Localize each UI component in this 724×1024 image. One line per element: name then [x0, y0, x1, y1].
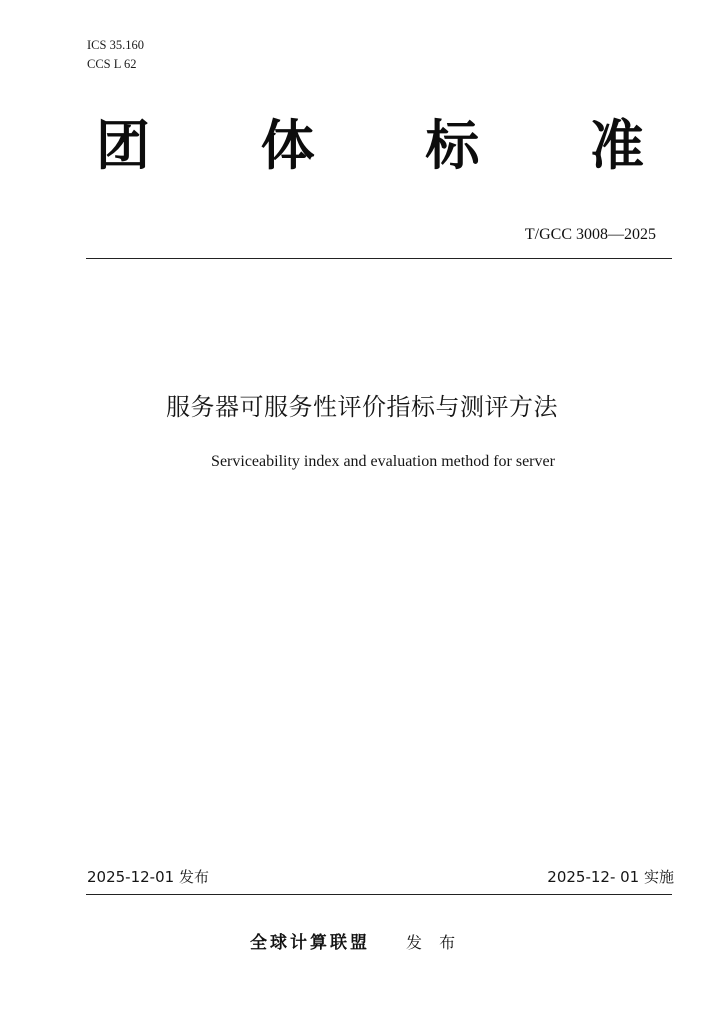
publish-date: 2025-12-01 发布	[87, 868, 209, 886]
publisher-action: 发 布	[406, 933, 462, 952]
document-type-heading	[96, 113, 644, 179]
ics-code: ICS 35.160	[87, 38, 144, 52]
publisher-line	[250, 932, 461, 954]
title-english: Serviceability index and evaluation method for server	[211, 453, 555, 470]
effective-date: 2025-12- 01 实施	[547, 868, 674, 886]
publisher-name: 全球计算联盟	[250, 933, 370, 953]
heading-char-4: 准	[589, 114, 644, 177]
title-chinese: 服务器可服务性评价指标与测评方法	[166, 393, 558, 421]
heading-char-2: 体	[260, 114, 315, 177]
bottom-divider	[86, 894, 672, 895]
top-divider	[86, 258, 672, 259]
heading-char-3: 标	[425, 114, 480, 177]
heading-char-1: 团	[96, 114, 150, 177]
ccs-code: CCS L 62	[87, 57, 137, 71]
standard-number: T/GCC 3008—2025	[524, 226, 656, 243]
